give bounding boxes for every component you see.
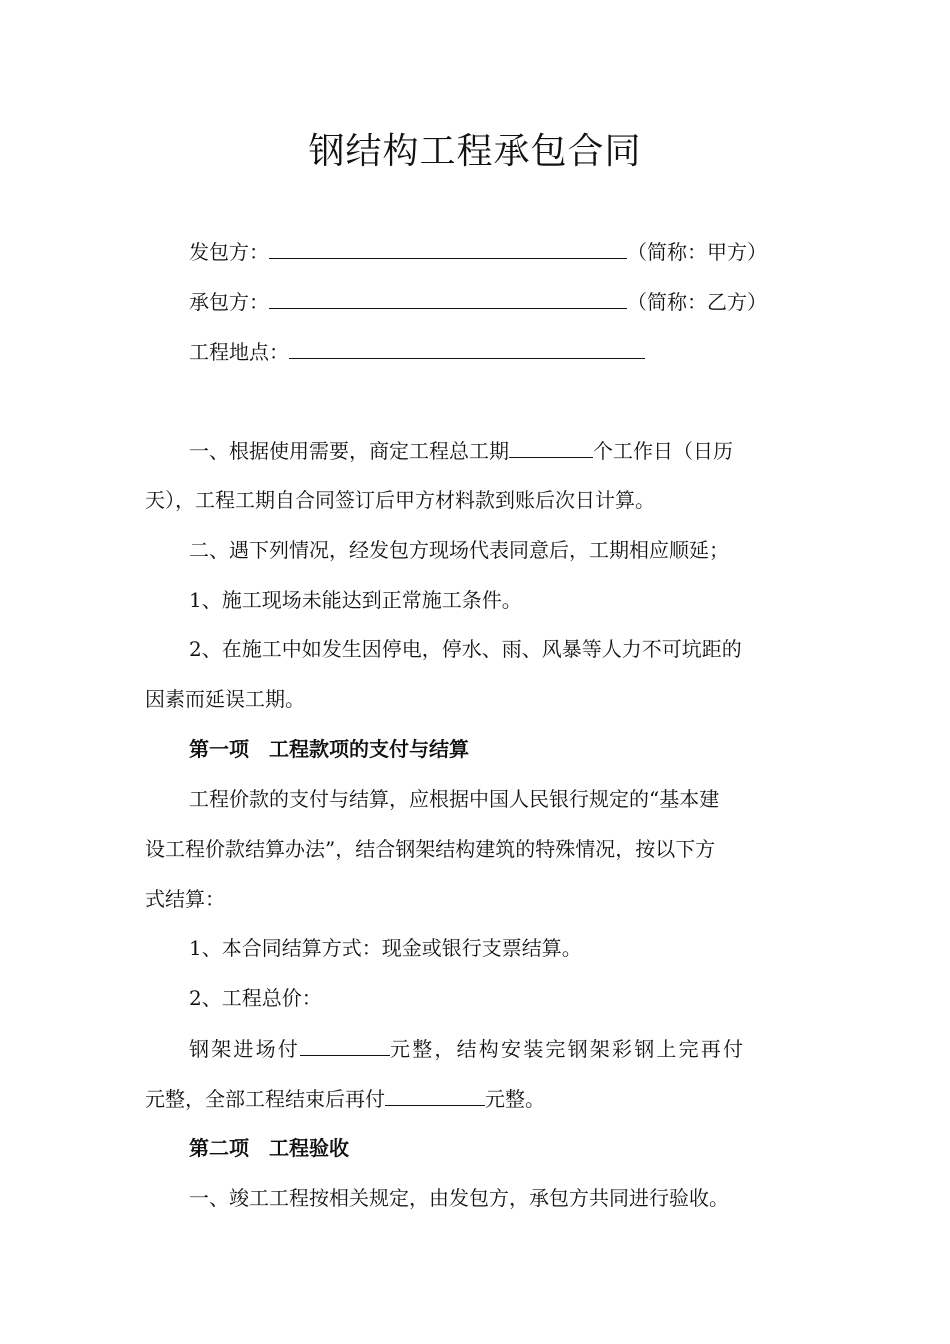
payment-line1: [145, 1033, 849, 1064]
section2-para1: 一、竣工工程按相关规定，由发包方，承包方共同进行验收。: [189, 1186, 729, 1210]
item2-line1: 2、在施工中如发生因停电，停水、雨、风暴等人力不可坑距的: [189, 637, 742, 661]
payment-text-d: 元整。: [485, 1087, 545, 1111]
payment-text-c: 元整，全部工程结束后再付: [145, 1087, 385, 1111]
payment-text-a: 钢架进场付: [189, 1037, 300, 1061]
location-line: [145, 336, 849, 367]
section1-para-line1: 工程价款的支付与结算，应根据中国人民银行规定的“基本建: [189, 787, 720, 811]
issuer-note: （简称：甲方）: [627, 240, 767, 264]
contractor-line: [145, 286, 849, 317]
issuer-label: 发包方：: [189, 240, 269, 264]
section1-para-line2: 设工程价款结算办法”，结合钢架结构建筑的特殊情况，按以下方: [145, 837, 716, 861]
item2-line2: 因素而延误工期。: [145, 687, 305, 711]
payment-text-b: 元整，结构安装完钢架彩钢上完再付: [390, 1037, 746, 1061]
section1-para-line3: 式结算：: [145, 887, 225, 911]
payment-blank-1[interactable]: [300, 1033, 390, 1056]
payment-blank-2[interactable]: [385, 1083, 485, 1106]
para1-line2: 天），工程工期自合同签订后甲方材料款到账后次日计算。: [145, 488, 655, 512]
section1-item2: 2、工程总价：: [189, 986, 322, 1010]
contractor-blank[interactable]: [269, 286, 627, 309]
duration-blank[interactable]: [509, 435, 593, 458]
section2-heading-title: 工程验收: [269, 1136, 349, 1160]
contract-title: 钢结构工程承包合同: [308, 131, 642, 172]
para1-text-a: 一、根据使用需要，商定工程总工期: [189, 439, 509, 463]
payment-line2: [145, 1083, 805, 1114]
item1: 1、施工现场未能达到正常施工条件。: [189, 588, 522, 612]
issuer-blank[interactable]: [269, 236, 627, 259]
location-label: 工程地点：: [189, 340, 289, 364]
section1-item1: 1、本合同结算方式：现金或银行支票结算。: [189, 936, 582, 960]
para1-text-b: 个工作日（日历: [593, 439, 733, 463]
issuer-line: [145, 236, 849, 267]
section1-heading-no: 第一项: [189, 737, 249, 761]
location-blank[interactable]: [289, 336, 645, 359]
section1-heading: [145, 734, 849, 764]
contractor-note: （简称：乙方）: [627, 290, 767, 314]
section2-heading-no: 第二项: [189, 1136, 249, 1160]
contractor-label: 承包方：: [189, 290, 269, 314]
para1-line1: [145, 435, 849, 466]
section2-heading: [145, 1133, 849, 1163]
section1-heading-title: 工程款项的支付与结算: [269, 737, 469, 761]
para2: 二、遇下列情况，经发包方现场代表同意后，工期相应顺延；: [189, 538, 729, 562]
